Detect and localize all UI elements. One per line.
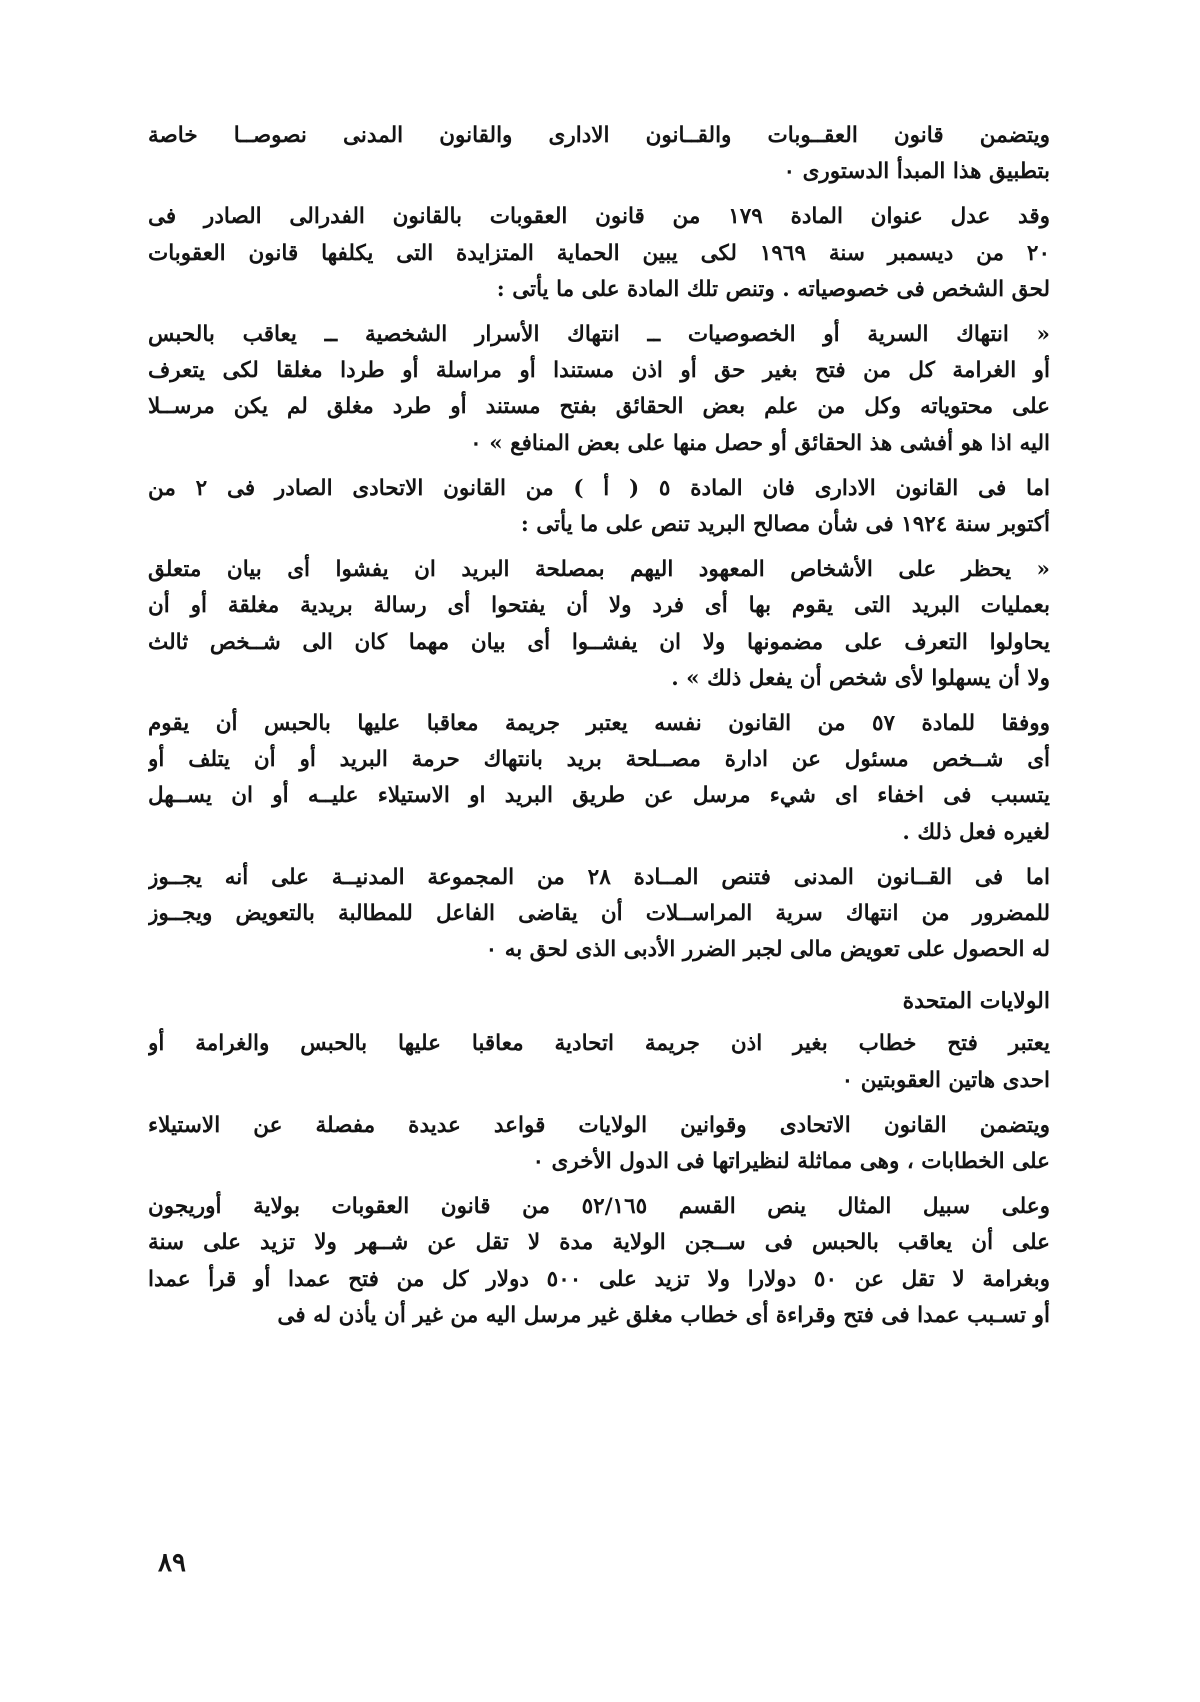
text-line: ويتضمن القانون الاتحادى وقوانين الولايات قواعد عديدة مفصلة عن الاستيلاء: [148, 1112, 1050, 1138]
text-line: أو تسـبب عمدا فى فتح وقراءة أى خطاب مغلق غير مرسل اليه من غير أن يأذن له فى: [277, 1302, 1050, 1328]
text-line: وعلى سبيل المثال ينص القسم ٥٢/١٦٥ من قانون العقوبات بولاية أوريجون: [148, 1194, 1050, 1220]
text-line: اليه اذا هو أفشى هذ الحقائق أو حصل منها على بعض المنافع » ٠: [470, 430, 1050, 456]
text-line: على محتوياته وكل من علم بعض الحقائق بفتح مستند أو طرد مغلق لم يكن مرســلا: [148, 394, 1050, 420]
text-line: « انتهاك السرية أو الخصوصيات ــ انتهاك الأسرار الشخصية ــ يعاقب بالحبس: [148, 322, 1050, 348]
text-line: بتطبيق هذا المبدأ الدستورى ٠: [783, 159, 1050, 185]
text-line: للمضرور من انتهاك سرية المراســلات أن يقاضى الفاعل للمطالبة بالتعويض ويجــوز: [148, 901, 1050, 927]
text-line: على الخطابات ، وهى مماثلة لنظيراتها فى الدول الأخرى ٠: [532, 1149, 1050, 1175]
paragraph: [148, 1108, 1050, 1180]
paragraph: [148, 199, 1050, 308]
text-line: اما فى القــانون المدنى فتنص المــادة ٢٨ من المجموعة المدنيــة على أنه يجــوز: [148, 864, 1050, 890]
text-line: يتسبب فى اخفاء اى شيء مرسل عن طريق البريد او الاستيلاء عليــه أو ان يســهل: [148, 783, 1050, 809]
text-line: أى شــخص مسئول عن ادارة مصــلحة بريد بانتهاك حرمة البريد أو أن يتلف أو: [148, 747, 1050, 773]
text-line: احدى هاتين العقوبتين ٠: [841, 1067, 1050, 1093]
paragraph: [148, 552, 1050, 697]
text-line: وبغرامة لا تقل عن ٥٠ دولارا ولا تزيد على ٥٠٠ دولار كل من فتح عمدا أو قرأ عمدا: [148, 1266, 1050, 1292]
text-line: على أن يعاقب بالحبس فى ســجن الولاية مدة لا تقل عن شــهر ولا تزيد على سنة: [148, 1230, 1050, 1256]
text-line: وقد عدل عنوان المادة ١٧٩ من قانون العقوبات بالقانون الفدرالى الصادر فى: [148, 204, 1050, 230]
page-number: ٨٩: [158, 1548, 186, 1578]
text-line: له الحصول على تعويض مالى لجبر الضرر الأدبى الذى لحق به ٠: [485, 937, 1050, 963]
text-line: يعتبر فتح خطاب بغير اذن جريمة اتحادية معاقبا عليها بالحبس والغرامة أو: [148, 1031, 1050, 1057]
document-page: [148, 118, 1050, 1343]
text-line: ووفقا للمادة ٥٧ من القانون نفسه يعتبر جريمة معاقبا عليها بالحبس أن يقوم: [148, 711, 1050, 737]
body-text-after-heading: [148, 1026, 1050, 1334]
text-line: بعمليات البريد التى يقوم بها أى فرد ولا أن يفتحوا أى رسالة بريدية مغلقة أو أن: [148, 593, 1050, 619]
body-text-before-heading: [148, 118, 1050, 968]
text-line: ويتضمن قانون العقــوبات والقــانون الادارى والقانون المدنى نصوصــا خاصة: [148, 123, 1050, 148]
paragraph: [148, 1026, 1050, 1098]
text-line: أو الغرامة كل من فتح بغير حق أو اذن مستندا أو مراسلة أو طردا مغلقا لكى يتعرف: [148, 358, 1050, 384]
text-line: ولا أن يسهلوا لأى شخص أن يفعل ذلك » .: [671, 665, 1050, 691]
section-heading: الولايات المتحدة: [902, 988, 1050, 1015]
text-line: اما فى القانون الادارى فان المادة ٥ ( أ ) من القانون الاتحادى الصادر فى ٢ من: [148, 475, 1050, 501]
text-line: لحق الشخص فى خصوصياته . وتنص تلك المادة على ما يأتى :: [496, 276, 1050, 302]
text-line: أكتوبر سنة ١٩٢٤ فى شأن مصالح البريد تنص على ما يأتى :: [520, 512, 1050, 538]
text-line: « يحظر على الأشخاص المعهود اليهم بمصلحة البريد ان يفشوا أى بيان متعلق: [148, 557, 1050, 583]
paragraph: [148, 1189, 1050, 1334]
paragraph: [148, 118, 1050, 190]
paragraph: [148, 317, 1050, 462]
text-line: ٢٠ من ديسمبر سنة ١٩٦٩ لكى يبين الحماية المتزايدة التى يكلفها قانون العقوبات: [148, 240, 1050, 266]
text-line: لغيره فعل ذلك .: [902, 819, 1050, 845]
paragraph: [148, 706, 1050, 851]
paragraph: [148, 860, 1050, 969]
paragraph: [148, 471, 1050, 543]
text-line: يحاولوا التعرف على مضمونها ولا ان يفشــوا أى بيان مهما كان الى شــخص ثالث: [148, 629, 1050, 655]
